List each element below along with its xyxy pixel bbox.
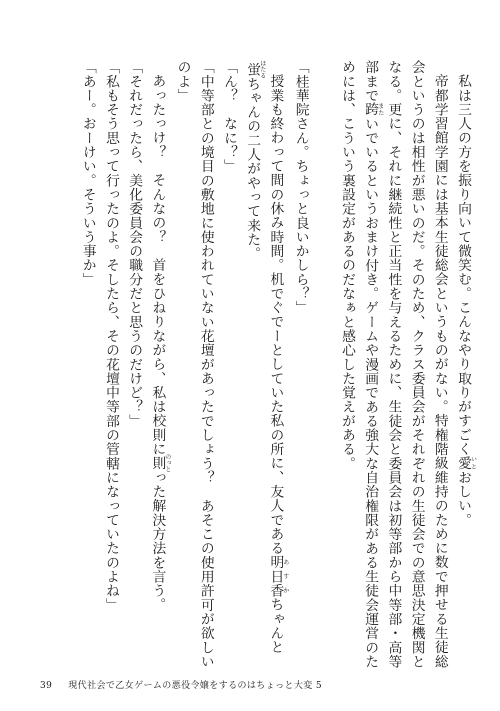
page-number: 39 [40, 681, 53, 691]
paragraph: 帝都学習館学園には基本生徒総会というものがない。特権階級維持のために数で押せる生徒総会というのは相性が悪いのだ。そのため、クラス委員会がそれぞれの生徒会での意思決定機関となる。更に、それに継続性と正当性を与えるために、生徒会と委員会は初等部から中等部・高等部まで跨またいでいるというおまけ付き。ゲームや漫画である強大な自治権限がある生徒会運営のためには、こういう裏設定があるのだなぁと感心した覚えがある。 [338, 60, 448, 669]
paragraph: あったっけ？ そんなの？ 首をひねりながら、私は校則に則のっとった解決方法を言う。 [149, 73, 171, 612]
paragraph: 授業も終わって間の休み時間。机でぐでーとしていた私の所に、友人である明日香あすかちゃんと蛍ほたるちゃんの二人がやって来た。 [244, 60, 289, 654]
ruby-annotation: 蛍ほたる [244, 60, 266, 80]
paragraph: 私は三人の方を振り向いて微笑む。こんなやり取りがすごく愛いとおしい。 [455, 73, 477, 527]
page-footer [40, 678, 322, 691]
dialogue-line: 「桂華院さん。ちょっと良いかしら？」 [292, 60, 309, 315]
ruby-annotation: 跨また [362, 102, 384, 117]
dialogue-line: 「ん？ なに？」 [220, 60, 237, 174]
dialogue-line: 「あー。おーけい。そういう事か」 [79, 60, 96, 287]
dialogue-line: 「それだったら、美化委員会の職分だと思うのだけど？」 [126, 60, 143, 428]
ruby-annotation: 明日香あすか [267, 554, 289, 598]
ruby-annotation: 則のっと [149, 453, 171, 473]
ruby-annotation: 愛いと [455, 455, 477, 471]
dialogue-line: 「私もそう思って行ったのよ。そしたら、その花壇中等部の管轄になっていたのよね」 [102, 60, 119, 612]
dialogue-line: 「中等部との境目の敷地に使われていない花壇があったでしょう？ あそこの使用許可が欲しいのよ」 [174, 60, 214, 669]
book-title: 現代社会で乙女ゲームの悪役令嬢をするのはちょっと大変 5 [68, 681, 323, 691]
body-text [16, 60, 476, 670]
